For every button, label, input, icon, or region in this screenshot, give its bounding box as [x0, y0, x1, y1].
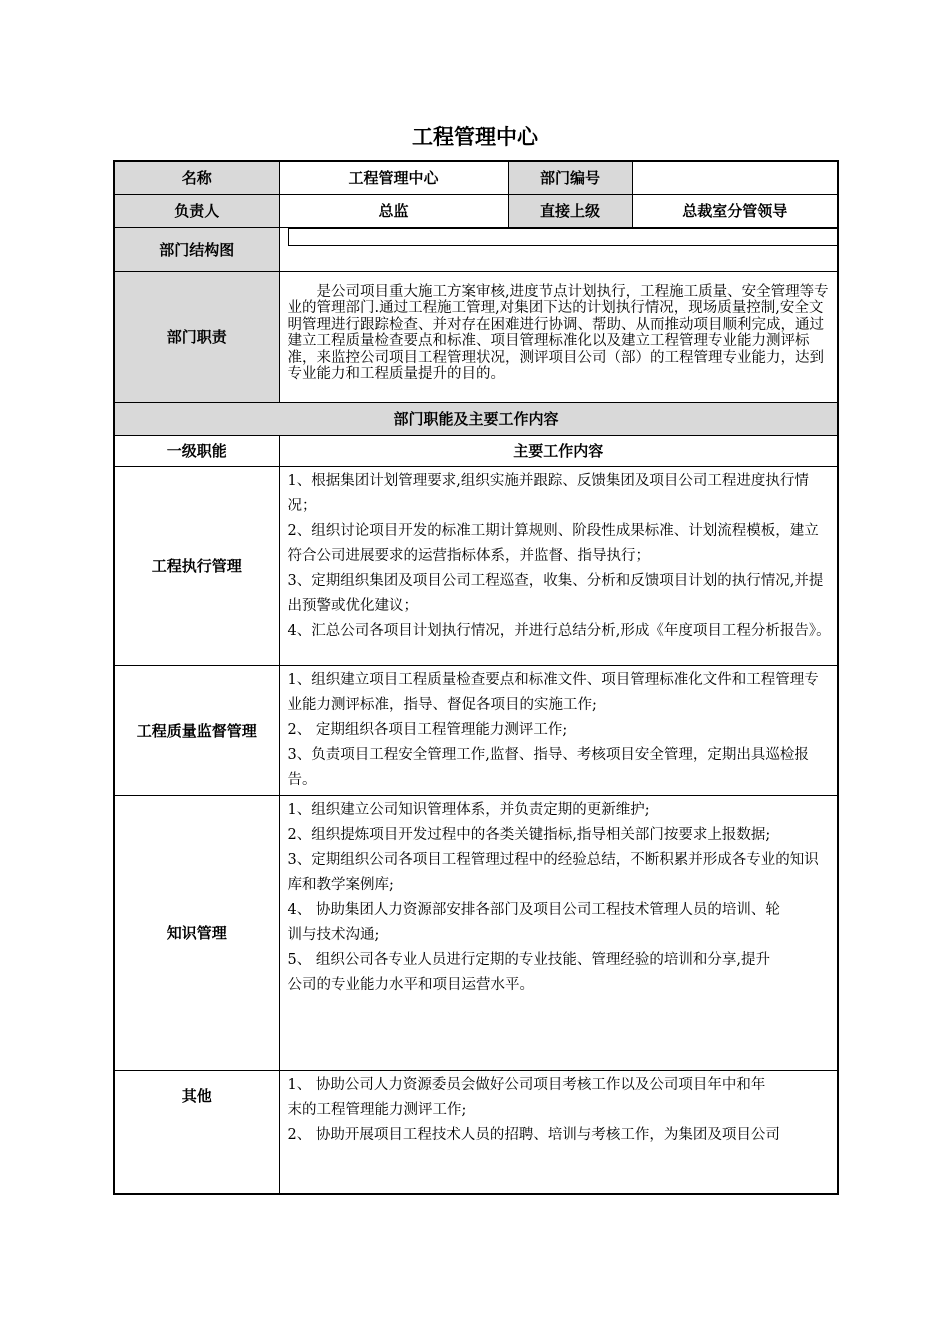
work-item: 末的工程管理能力测评工作;	[287, 1101, 467, 1118]
function-content	[279, 795, 838, 1070]
work-item: 2、 定期组织各项目工程管理能力测评工作;	[287, 721, 568, 738]
dept-no-label: 部门编号	[508, 161, 632, 194]
name-value: 工程管理中心	[279, 161, 508, 194]
function-content	[279, 466, 838, 665]
structure-chart-frame	[288, 228, 838, 246]
work-item: 1、组织建立项目工程质量检查要点和标准文件、项目管理标准化文件和工程管理专业能力测评标准，指导、督促各项目的实施工作;	[287, 671, 819, 713]
section-header: 部门职能及主要工作内容	[114, 402, 838, 435]
duty-cell	[279, 271, 838, 402]
function-content	[279, 665, 838, 795]
function-name: 工程质量监督管理	[114, 665, 279, 795]
work-item: 4、汇总公司各项目计划执行情况，并进行总结分析,形成《年度项目工程分析报告》。	[287, 622, 831, 639]
work-item: 3、定期组织集团及项目公司工程巡查，收集、分析和反馈项目计划的执行情况,并提出预警或优化建议；	[287, 572, 824, 614]
dept-no-value	[632, 161, 838, 194]
work-item: 5、 组织公司各专业人员进行定期的专业技能、管理经验的培训和分享,提升	[287, 951, 770, 968]
work-item: 2、组织讨论项目开发的标准工期计算规则、阶段性成果标准、计划流程模板，建立符合公司进展要求的运营指标体系，并监督、指导执行；	[287, 522, 819, 564]
work-item: 1、 协助公司人力资源委员会做好公司项目考核工作以及公司项目年中和年	[287, 1076, 766, 1093]
duty-text: 是公司项目重大施工方案审核,进度节点计划执行，工程施工质量、安全管理等专业的管理部门.通过工程施工管理,对集团下达的计划执行情况，现场质量控制,安全文明管理进行跟踪检查、并对存在困难进行协调、帮助、从而推动项目顺利完成，通过建立工程质量检查要点和标准、项目管理标准化以及建立工程管理专业能力测评标准，来监控公司项目工程管理状况，测评项目公司（部）的工程管理专业能力，达到专业能力和工程质量提升的目的。	[287, 283, 829, 382]
work-item: 2、 协助开展项目工程技术人员的招聘、培训与考核工作，为集团及项目公司	[287, 1126, 780, 1143]
work-item: 1、组织建立公司知识管理体系，并负责定期的更新维护;	[287, 801, 650, 818]
work-item: 2、组织提炼项目开发过程中的各类关键指标,指导相关部门按要求上报数据;	[287, 826, 771, 843]
work-item: 3、定期组织公司各项目工程管理过程中的经验总结，不断积累并形成各专业的知识库和教学案例库;	[287, 851, 819, 893]
structure-chart-area	[279, 227, 838, 271]
function-name: 其他	[114, 1070, 279, 1194]
superior-label: 直接上级	[508, 194, 632, 227]
work-item: 4、 协助集团人力资源部安排各部门及项目公司工程技术管理人员的培训、轮	[287, 901, 780, 918]
function-name: 知识管理	[114, 795, 279, 1070]
job-description-table	[113, 160, 837, 1195]
work-item: 训与技术沟通;	[287, 926, 380, 943]
work-item: 3、负责项目工程安全管理工作,监督、指导、考核项目安全管理，定期出具巡检报告。	[287, 746, 809, 788]
work-item: 公司的专业能力水平和项目运营水平。	[287, 976, 534, 993]
function-name: 工程执行管理	[114, 466, 279, 665]
leader-label: 负责人	[114, 194, 279, 227]
structure-label: 部门结构图	[114, 227, 279, 271]
col2-header: 主要工作内容	[279, 435, 838, 466]
work-item: 1、根据集团计划管理要求,组织实施并跟踪、反馈集团及项目公司工程进度执行情况；	[287, 472, 809, 514]
function-content	[279, 1070, 838, 1194]
page-title: 工程管理中心	[412, 125, 538, 149]
duty-label: 部门职责	[114, 271, 279, 402]
superior-value: 总裁室分管领导	[632, 194, 838, 227]
col1-header: 一级职能	[114, 435, 279, 466]
name-label: 名称	[114, 161, 279, 194]
leader-value: 总监	[279, 194, 508, 227]
